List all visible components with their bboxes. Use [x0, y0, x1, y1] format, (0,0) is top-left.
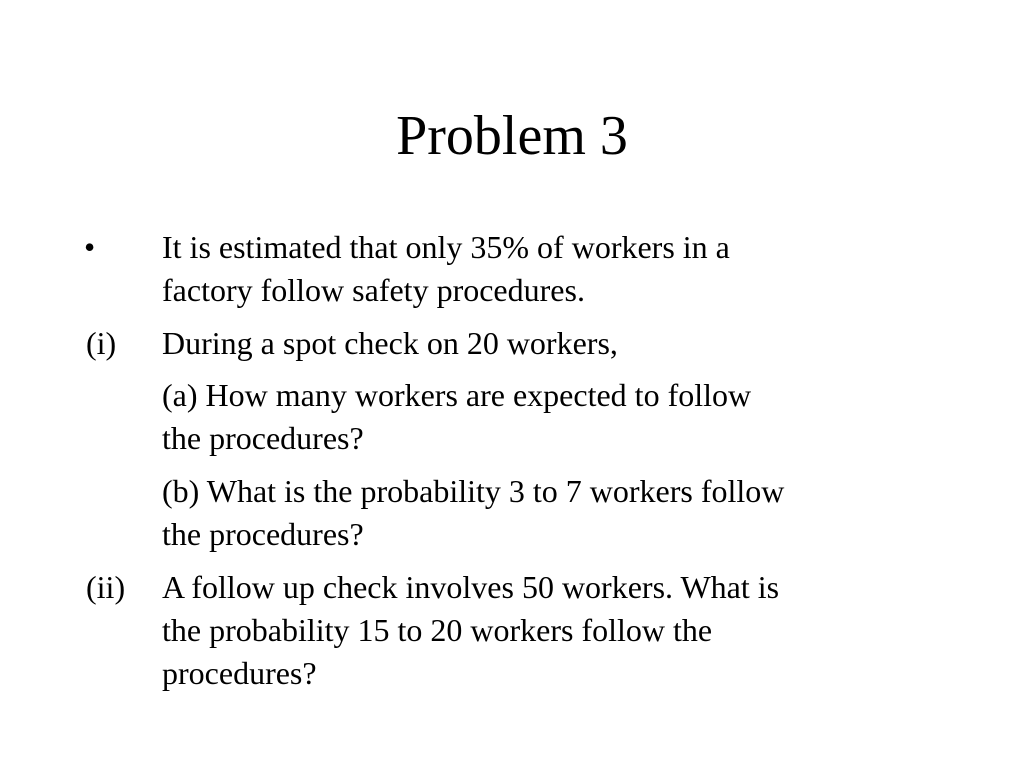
text-line: During a spot check on 20 workers, [162, 325, 618, 361]
text-line: It is estimated that only 35% of workers in a [162, 229, 730, 265]
text-line: the probability 15 to 20 workers follow the [162, 612, 713, 648]
text-line: procedures? [162, 655, 317, 691]
bullet-marker: • [84, 229, 96, 265]
item-text [162, 322, 962, 365]
text-line: (b) What is the probability 3 to 7 workers follow [162, 473, 785, 509]
item-marker: (i) [86, 325, 117, 361]
item-text [162, 470, 962, 556]
text-line: the procedures? [162, 516, 364, 552]
bullet-text [162, 226, 962, 312]
text-line: A follow up check involves 50 workers. What is [162, 569, 780, 605]
item-marker: (ii) [86, 569, 126, 605]
item-text [162, 374, 962, 460]
item-text [162, 566, 962, 695]
slide-title: Problem 3 [396, 105, 628, 167]
text-line: (a) How many workers are expected to follow [162, 377, 752, 413]
text-line: the procedures? [162, 420, 364, 456]
text-line: factory follow safety procedures. [162, 272, 585, 308]
